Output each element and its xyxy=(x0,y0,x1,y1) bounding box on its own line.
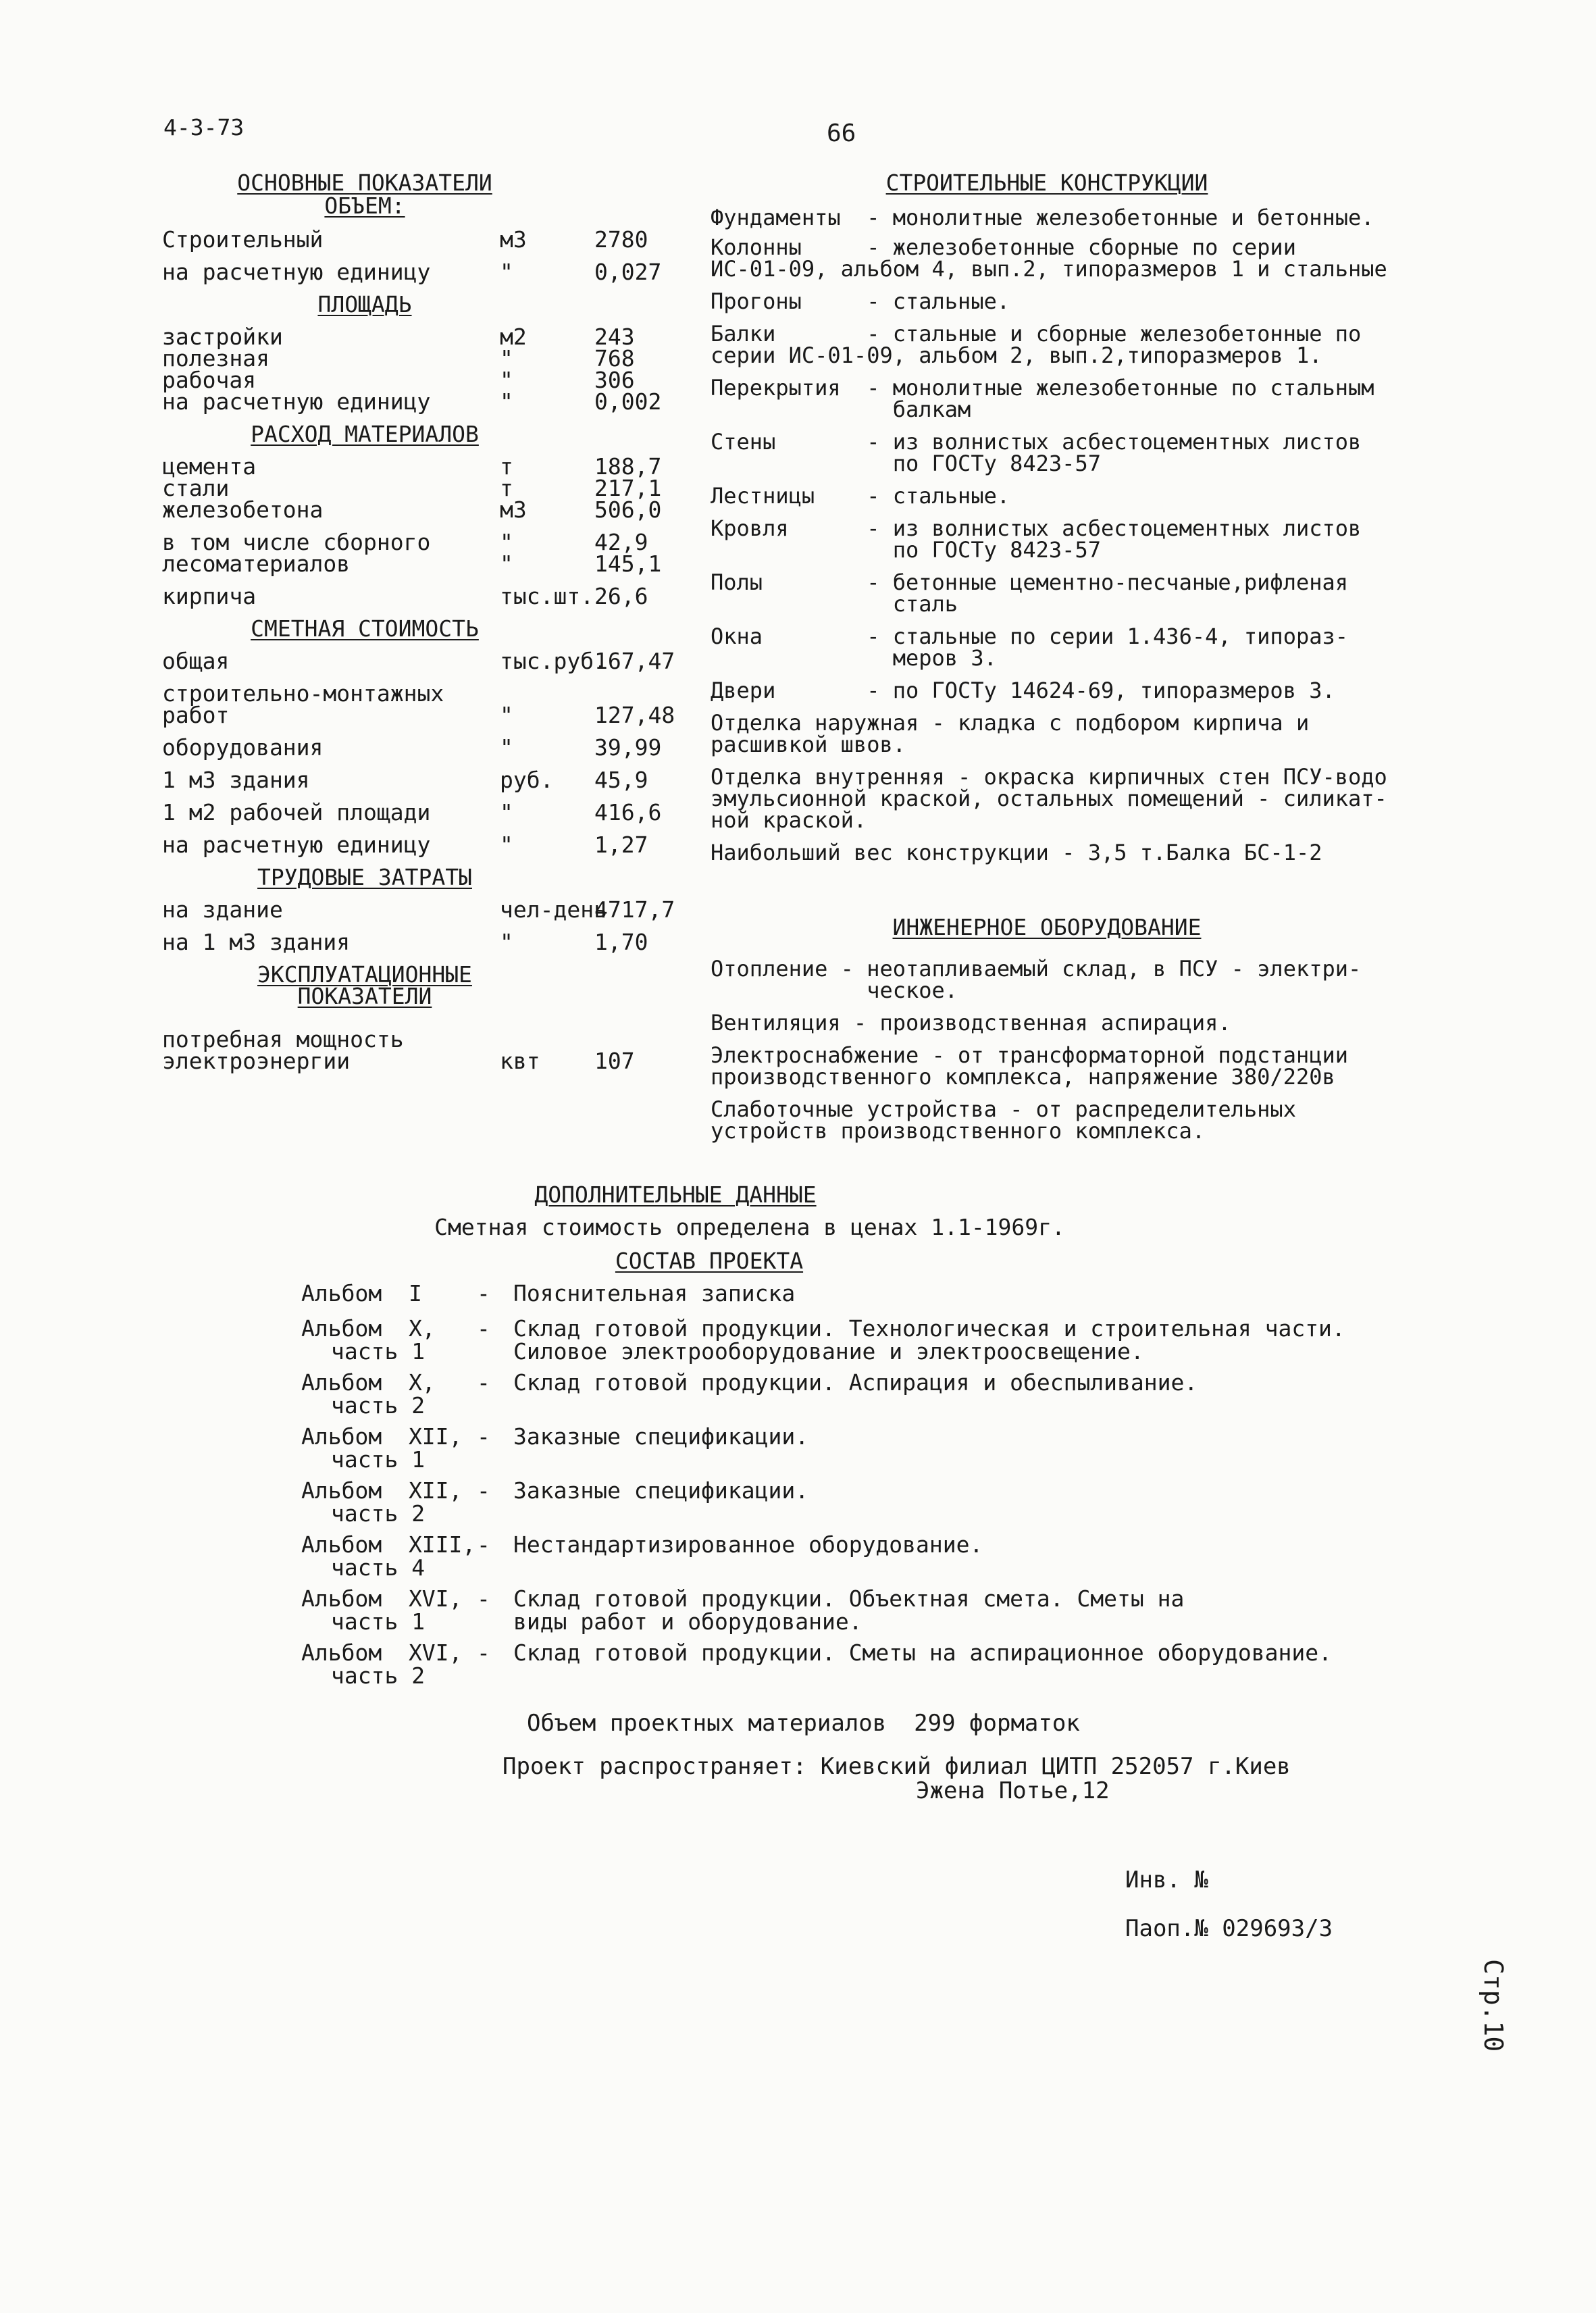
indicator-unit: квт xyxy=(500,1048,540,1074)
indicator-value: 306 xyxy=(594,367,635,393)
engineering-title: ИНЖЕНЕРНОЕ ОБОРУДОВАНИЕ xyxy=(892,914,1202,940)
album-part: часть 2 xyxy=(331,1500,426,1527)
indicator-unit: т xyxy=(500,453,513,480)
indicator-label: лесоматериалов xyxy=(162,551,351,577)
structures-title: СТРОИТЕЛЬНЫЕ КОНСТРУКЦИИ xyxy=(885,170,1208,196)
album-dash: - xyxy=(477,1423,490,1450)
indicator-unit: " xyxy=(500,702,513,728)
indicator-value: 42,9 xyxy=(594,529,648,555)
engineering-line: Вентиляция - производственная аспирация. xyxy=(711,1010,1231,1036)
section-title: РАСХОД МАТЕРИАЛОВ xyxy=(251,421,479,447)
structure-line: Полы - бетонные цементно-песчаные,рифленая xyxy=(711,569,1349,595)
indicator-label: Строительный xyxy=(162,226,324,253)
indicator-unit: " xyxy=(500,551,513,577)
structure-line: Кровля - из волнистых асбестоцементных листов xyxy=(711,515,1362,541)
structure-line: Двери - по ГОСТу 14624-69, типоразмеров 3. xyxy=(711,678,1335,703)
structure-line: расшивкой швов. xyxy=(711,732,906,757)
album-name: Альбом I xyxy=(301,1280,422,1306)
indicator-label: потребная мощность xyxy=(162,1026,404,1052)
structure-line: сталь xyxy=(711,591,958,617)
indicator-value: 0,002 xyxy=(594,388,662,415)
album-description: Заказные спецификации. xyxy=(513,1477,809,1504)
indicator-label: на расчетную единицу xyxy=(162,259,431,285)
engineering-line: Электроснабжение - от трансформаторной подстанции xyxy=(711,1042,1349,1068)
indicator-value: 127,48 xyxy=(594,702,675,728)
indicator-unit: " xyxy=(500,529,513,555)
indicator-unit: " xyxy=(500,799,513,825)
indicator-unit: " xyxy=(500,734,513,761)
indicator-label: железобетона xyxy=(162,497,324,523)
album-description: Склад готовой продукции. Сметы на аспирационное оборудование. xyxy=(513,1640,1332,1666)
indicator-unit: м3 xyxy=(500,497,527,523)
album-name: Альбом X, xyxy=(301,1369,436,1396)
additional-title: ДОПОЛНИТЕЛЬНЫЕ ДАННЫЕ xyxy=(534,1181,817,1208)
structure-line: Наибольший вес конструкции - 3,5 т.Балка БС-1-2 xyxy=(711,840,1322,865)
album-dash: - xyxy=(477,1477,490,1504)
section-title: СМЕТНАЯ СТОИМОСТЬ xyxy=(251,615,479,642)
indicator-label: строительно-монтажных xyxy=(162,680,444,707)
indicator-label: на расчетную единицу xyxy=(162,832,431,858)
structure-line: Прогоны - стальные. xyxy=(711,288,1010,314)
indicator-value: 188,7 xyxy=(594,453,662,480)
indicator-value: 45,9 xyxy=(594,767,648,793)
album-name: Альбом XVI, xyxy=(301,1640,463,1666)
indicators-title: ОСНОВНЫЕ ПОКАЗАТЕЛИ xyxy=(237,170,492,196)
structure-line: эмульсионной краской, остальных помещений - силикат- xyxy=(711,786,1387,811)
indicator-label: на 1 м3 здания xyxy=(162,929,351,955)
page-stamp: Стр.10 xyxy=(1478,1959,1508,2052)
album-description: Склад готовой продукции. Технологическая и строительная части. xyxy=(513,1315,1345,1342)
section-title: ТРУДОВЫЕ ЗАТРАТЫ xyxy=(257,864,472,890)
indicator-unit: руб. xyxy=(500,767,554,793)
indicator-label: на здание xyxy=(162,896,283,923)
engineering-line: Слаботочные устройства - от распределительных xyxy=(711,1096,1296,1122)
album-description: Нестандартизированное оборудование. xyxy=(513,1531,983,1558)
indicator-unit: тыс.руб. xyxy=(500,648,607,674)
materials-volume: Объем проектных материалов 299 форматок xyxy=(527,1710,1080,1737)
album-name: Альбом XVI, xyxy=(301,1585,463,1612)
album-description: Силовое электрооборудование и электроосвещение. xyxy=(513,1338,1144,1365)
indicator-unit: м3 xyxy=(500,226,527,253)
volume-title: ОБЪЕМ: xyxy=(324,193,405,219)
structure-line: ной краской. xyxy=(711,807,867,833)
indicator-label: рабочая xyxy=(162,367,257,393)
engineering-line: ческое. xyxy=(711,977,958,1003)
album-part: часть 2 xyxy=(331,1662,426,1689)
indicator-value: 0,027 xyxy=(594,259,662,285)
indicator-value: 1,27 xyxy=(594,832,648,858)
structure-line: Стены - из волнистых асбестоцементных листов xyxy=(711,429,1362,455)
structure-line: по ГОСТу 8423-57 xyxy=(711,537,1101,563)
composition-title: СОСТАВ ПРОЕКТА xyxy=(615,1248,804,1274)
indicator-value: 26,6 xyxy=(594,583,648,609)
album-dash: - xyxy=(477,1531,490,1558)
indicator-value: 39,99 xyxy=(594,734,662,761)
indicator-label: цемента xyxy=(162,453,257,480)
indicator-unit: " xyxy=(500,929,513,955)
indicator-value: 4717,7 xyxy=(594,896,675,923)
inventory-number: Инв. № xyxy=(1125,1866,1208,1893)
album-dash: - xyxy=(477,1640,490,1666)
document-code: 4-3-73 xyxy=(163,114,244,141)
engineering-line: устройств производственного комплекса. xyxy=(711,1118,1206,1144)
structure-line: серии ИС-01-09, альбом 2, вып.2,типоразмеров 1. xyxy=(711,342,1322,368)
album-name: Альбом XII, xyxy=(301,1477,463,1504)
album-description: Склад готовой продукции. Объектная смета. Сметы на xyxy=(513,1585,1185,1612)
indicator-label: кирпича xyxy=(162,583,257,609)
section-title: ПОКАЗАТЕЛИ xyxy=(297,983,432,1009)
indicator-value: 1,70 xyxy=(594,929,648,955)
album-part: часть 2 xyxy=(331,1392,426,1419)
cost-note: Сметная стоимость определена в ценах 1.1-1969г. xyxy=(434,1214,1065,1240)
album-dash: - xyxy=(477,1280,490,1306)
structure-line: Перекрытия - монолитные железобетонные по стальным xyxy=(711,375,1374,401)
indicator-unit: м2 xyxy=(500,324,527,350)
section-title: ЭКСПЛУАТАЦИОННЫЕ xyxy=(257,961,472,988)
indicator-value: 145,1 xyxy=(594,551,662,577)
structure-line: Фундаменты - монолитные железобетонные и бетонные. xyxy=(711,205,1374,230)
album-description: Заказные спецификации. xyxy=(513,1423,809,1450)
structure-line: меров 3. xyxy=(711,645,997,671)
album-name: Альбом XIII, xyxy=(301,1531,476,1558)
indicator-value: 2780 xyxy=(594,226,648,253)
structure-line: Отделка внутренняя - окраска кирпичных стен ПСУ-водо xyxy=(711,764,1387,790)
indicator-value: 107 xyxy=(594,1048,635,1074)
indicator-value: 506,0 xyxy=(594,497,662,523)
album-part: часть 1 xyxy=(331,1608,426,1635)
distributor-address: Эжена Потье,12 xyxy=(916,1777,1110,1804)
passport-number: Паоп.№ 029693/3 xyxy=(1125,1915,1333,1942)
indicator-value: 217,1 xyxy=(594,475,662,501)
album-dash: - xyxy=(477,1369,490,1396)
structure-line: по ГОСТу 8423-57 xyxy=(711,451,1101,476)
album-dash: - xyxy=(477,1315,490,1342)
indicator-label: оборудования xyxy=(162,734,324,761)
indicator-unit: чел-день xyxy=(500,896,607,923)
indicator-unit: " xyxy=(500,832,513,858)
indicator-label: 1 м2 рабочей площади xyxy=(162,799,431,825)
album-description: Склад готовой продукции. Аспирация и обеспыливание. xyxy=(513,1369,1198,1396)
album-dash: - xyxy=(477,1585,490,1612)
section-title: ПЛОЩАДЬ xyxy=(317,291,412,317)
engineering-line: производственного комплекса, напряжение 380/220в xyxy=(711,1064,1335,1090)
indicator-label: полезная xyxy=(162,345,269,372)
indicator-label: 1 м3 здания xyxy=(162,767,310,793)
indicator-label: стали xyxy=(162,475,230,501)
distributor-line: Проект распространяет: Киевский филиал ЦИТП 252057 г.Киев xyxy=(503,1753,1291,1780)
indicator-unit: т xyxy=(500,475,513,501)
indicator-value: 167,47 xyxy=(594,648,675,674)
indicator-unit: " xyxy=(500,345,513,372)
indicator-unit: " xyxy=(500,367,513,393)
album-description: виды работ и оборудование. xyxy=(513,1608,863,1635)
structure-line: Отделка наружная - кладка с подбором кирпича и xyxy=(711,710,1310,736)
indicator-label: застройки xyxy=(162,324,283,350)
indicator-value: 768 xyxy=(594,345,635,372)
structure-line: Колонны - железобетонные сборные по серии xyxy=(711,234,1296,260)
structure-line: Лестницы - стальные. xyxy=(711,483,1010,509)
indicator-value: 416,6 xyxy=(594,799,662,825)
indicator-label: работ xyxy=(162,702,230,728)
indicator-label: общая xyxy=(162,648,230,674)
album-part: часть 1 xyxy=(331,1446,426,1473)
indicator-unit: " xyxy=(500,388,513,415)
indicator-label: на расчетную единицу xyxy=(162,388,431,415)
indicator-unit: тыс.шт. xyxy=(500,583,594,609)
structure-line: Балки - стальные и сборные железобетонные по xyxy=(711,321,1362,347)
album-part: часть 1 xyxy=(331,1338,426,1365)
album-name: Альбом XII, xyxy=(301,1423,463,1450)
structure-line: ИС-01-09, альбом 4, вып.2, типоразмеров 1 и стальные xyxy=(711,256,1387,282)
album-part: часть 4 xyxy=(331,1554,426,1581)
indicator-label: электроэнергии xyxy=(162,1048,351,1074)
engineering-line: Отопление - неотапливаемый склад, в ПСУ - электри- xyxy=(711,956,1362,982)
page-number: 66 xyxy=(827,120,856,147)
album-name: Альбом X, xyxy=(301,1315,436,1342)
indicator-label: в том числе сборного xyxy=(162,529,431,555)
album-description: Пояснительная записка xyxy=(513,1280,796,1306)
indicator-value: 243 xyxy=(594,324,635,350)
structure-line: Окна - стальные по серии 1.436-4, типораз- xyxy=(711,624,1349,649)
indicator-unit: " xyxy=(500,259,513,285)
structure-line: балкам xyxy=(711,397,971,422)
